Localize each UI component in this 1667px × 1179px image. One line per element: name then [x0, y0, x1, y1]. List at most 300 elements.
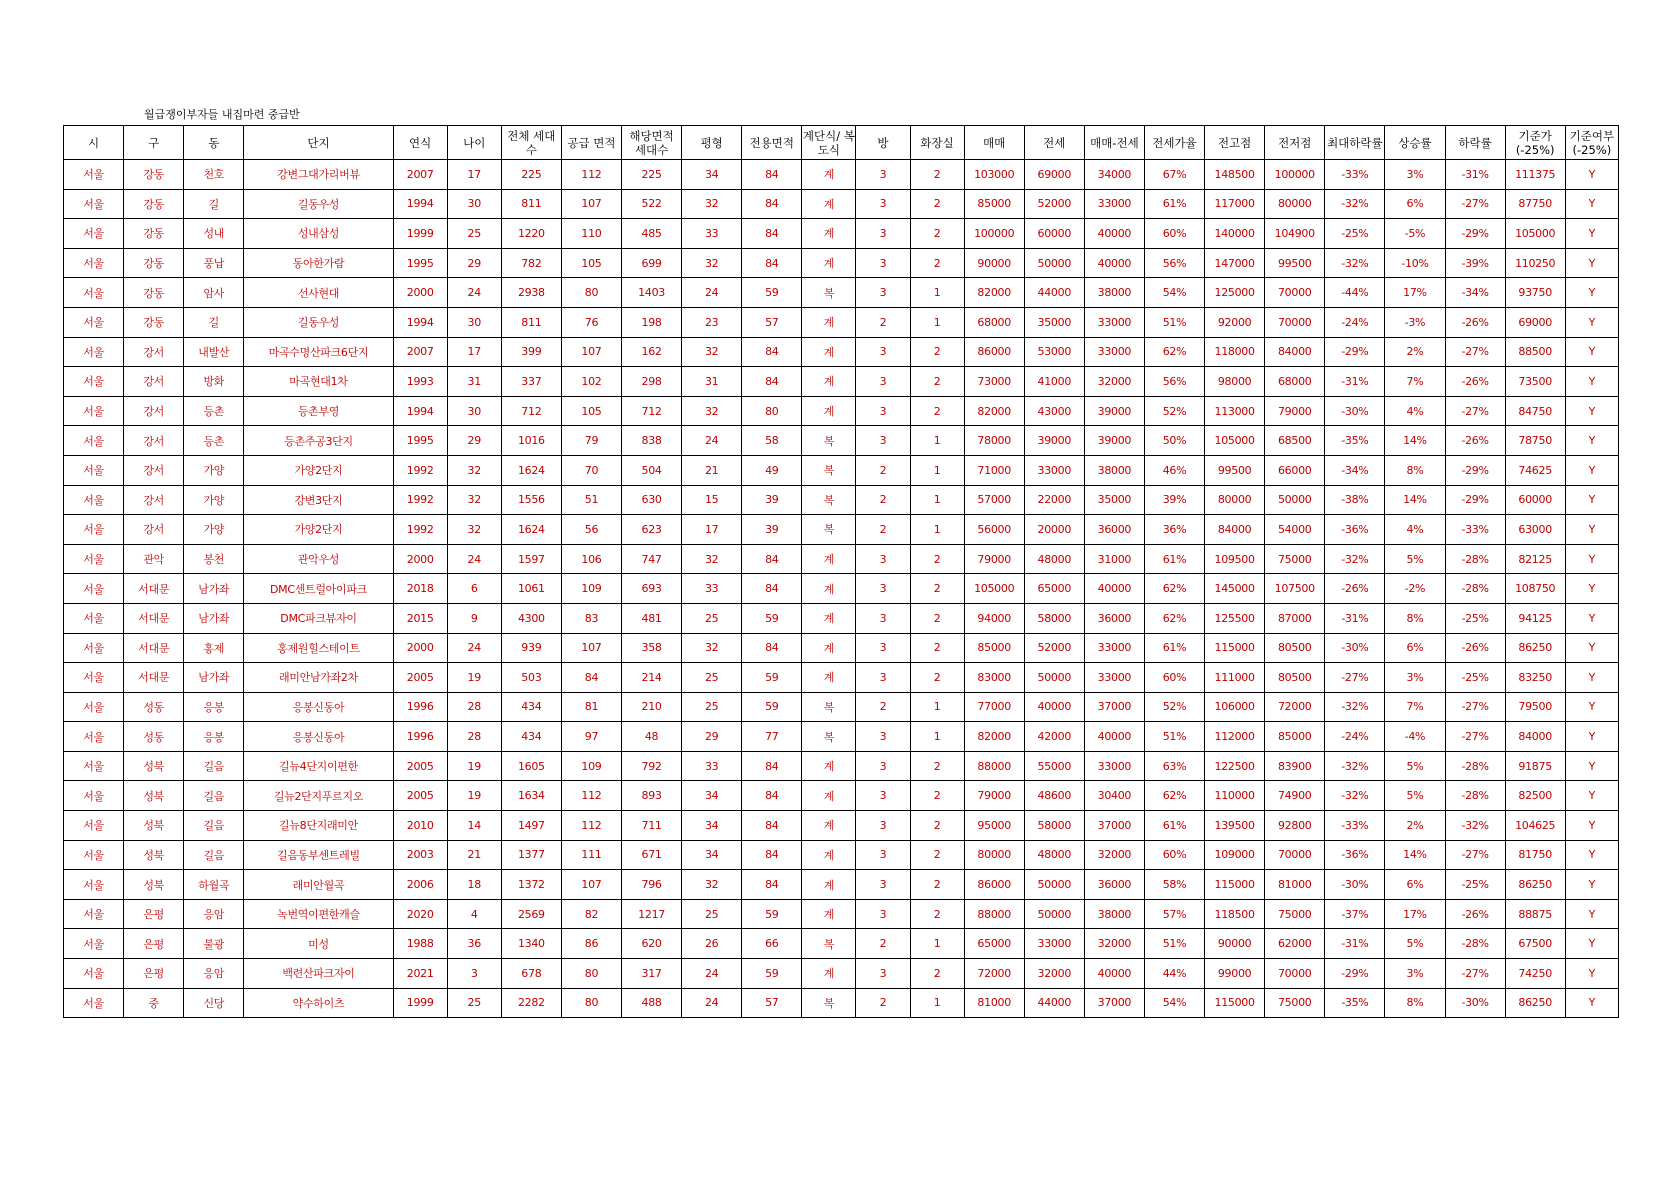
table-cell: 84 [742, 248, 802, 278]
table-cell: 25 [682, 899, 742, 929]
table-cell: 52% [1144, 396, 1204, 426]
table-cell: 31000 [1084, 544, 1144, 574]
table-cell: 118000 [1205, 337, 1265, 367]
table-cell: 81750 [1505, 840, 1565, 870]
table-cell: 86000 [964, 337, 1024, 367]
table-cell: 317 [622, 959, 682, 989]
table-cell: 225 [622, 160, 682, 190]
table-cell: 15 [682, 485, 742, 515]
table-cell: 48000 [1024, 544, 1084, 574]
table-cell: 81000 [1265, 870, 1325, 900]
table-cell: 9 [447, 603, 501, 633]
table-row [64, 248, 1619, 278]
table-cell: 62% [1144, 603, 1204, 633]
table-cell: 길 [184, 307, 244, 337]
table-cell: 가양 [184, 485, 244, 515]
table-cell: 630 [622, 485, 682, 515]
table-cell: -32% [1325, 692, 1385, 722]
table-row [64, 189, 1619, 219]
table-cell: 서대문 [124, 574, 184, 604]
table-row [64, 603, 1619, 633]
table-cell: 57000 [964, 485, 1024, 515]
table-cell: 69000 [1024, 160, 1084, 190]
table-cell: 92800 [1265, 811, 1325, 841]
column-header: 구 [124, 126, 184, 160]
table-cell: 강서 [124, 485, 184, 515]
table-cell: Y [1565, 633, 1618, 663]
table-cell: 31 [447, 367, 501, 397]
table-cell: 계 [802, 840, 856, 870]
column-header: 단지 [244, 126, 393, 160]
table-cell: 6% [1385, 189, 1445, 219]
table-cell: 36 [447, 929, 501, 959]
table-cell: 214 [622, 663, 682, 693]
table-cell: 94000 [964, 603, 1024, 633]
table-cell: 84 [742, 189, 802, 219]
table-cell: 1996 [393, 722, 447, 752]
table-cell: Y [1565, 751, 1618, 781]
table-cell: 2005 [393, 751, 447, 781]
table-cell: 33000 [1084, 307, 1144, 337]
table-cell: 계 [802, 811, 856, 841]
table-cell: 50% [1144, 426, 1204, 456]
table-cell: 1220 [501, 219, 561, 249]
table-cell: 84 [742, 870, 802, 900]
table-cell: 49 [742, 455, 802, 485]
table-cell: 2 [856, 929, 910, 959]
table-cell: 하월곡 [184, 870, 244, 900]
table-cell: 70000 [1265, 278, 1325, 308]
table-cell: 93750 [1505, 278, 1565, 308]
table-cell: 112 [561, 811, 621, 841]
table-cell: 서울 [64, 811, 124, 841]
table-cell: Y [1565, 722, 1618, 752]
table-cell: 4% [1385, 396, 1445, 426]
table-cell: -28% [1445, 751, 1505, 781]
table-cell: 811 [501, 189, 561, 219]
table-cell: 1999 [393, 988, 447, 1018]
table-cell: 복 [802, 485, 856, 515]
table-cell: -30% [1325, 633, 1385, 663]
table-cell: 서울 [64, 219, 124, 249]
table-cell: 112 [561, 781, 621, 811]
table-cell: 3 [856, 663, 910, 693]
table-cell: 838 [622, 426, 682, 456]
column-header: 매매 [964, 126, 1024, 160]
table-cell: 107 [561, 633, 621, 663]
table-cell: 서울 [64, 278, 124, 308]
table-cell: 25 [682, 663, 742, 693]
table-cell: 1497 [501, 811, 561, 841]
table-cell: 88000 [964, 899, 1024, 929]
table-cell: 2005 [393, 663, 447, 693]
table-cell: 782 [501, 248, 561, 278]
table-cell: 1 [910, 278, 964, 308]
table-row [64, 811, 1619, 841]
table-cell: 110000 [1205, 781, 1265, 811]
table-cell: 24 [447, 633, 501, 663]
table-cell: Y [1565, 544, 1618, 574]
table-cell: 80000 [1205, 485, 1265, 515]
table-cell: 69000 [1505, 307, 1565, 337]
table-cell: 140000 [1205, 219, 1265, 249]
table-cell: 58% [1144, 870, 1204, 900]
table-cell: 30 [447, 307, 501, 337]
table-cell: 3 [856, 781, 910, 811]
table-cell: 51% [1144, 722, 1204, 752]
table-cell: 68000 [1265, 367, 1325, 397]
table-cell: 계 [802, 248, 856, 278]
table-cell: 110250 [1505, 248, 1565, 278]
column-header: 계단식/ 복도식 [802, 126, 856, 160]
table-cell: 75000 [1265, 544, 1325, 574]
table-cell: 37000 [1084, 988, 1144, 1018]
table-cell: 32 [682, 544, 742, 574]
table-cell: 1995 [393, 248, 447, 278]
table-cell: 78750 [1505, 426, 1565, 456]
table-cell: 3% [1385, 663, 1445, 693]
table-cell: Y [1565, 160, 1618, 190]
table-cell: 복 [802, 515, 856, 545]
table-cell: 893 [622, 781, 682, 811]
table-cell: 32 [682, 189, 742, 219]
table-cell: 8% [1385, 988, 1445, 1018]
table-cell: 61% [1144, 633, 1204, 663]
table-cell: -3% [1385, 307, 1445, 337]
table-cell: 등촌 [184, 396, 244, 426]
table-cell: -35% [1325, 988, 1385, 1018]
table-cell: 107500 [1265, 574, 1325, 604]
table-cell: Y [1565, 219, 1618, 249]
table-cell: 서울 [64, 603, 124, 633]
table-cell: 7% [1385, 367, 1445, 397]
table-cell: 109 [561, 574, 621, 604]
table-cell: 77000 [964, 692, 1024, 722]
table-cell: 82500 [1505, 781, 1565, 811]
table-cell: 계 [802, 160, 856, 190]
table-cell: 천호 [184, 160, 244, 190]
table-cell: 57% [1144, 899, 1204, 929]
table-cell: -4% [1385, 722, 1445, 752]
table-cell: 성내삼성 [244, 219, 393, 249]
table-cell: 은평 [124, 959, 184, 989]
table-cell: 24 [682, 988, 742, 1018]
table-cell: 1 [910, 426, 964, 456]
table-cell: 1 [910, 485, 964, 515]
table-cell: 내발산 [184, 337, 244, 367]
table-row [64, 751, 1619, 781]
table-row [64, 160, 1619, 190]
table-cell: 14 [447, 811, 501, 841]
table-cell: 97 [561, 722, 621, 752]
table-cell: 434 [501, 692, 561, 722]
table-cell: -36% [1325, 515, 1385, 545]
table-cell: 길동우성 [244, 189, 393, 219]
table-cell: 83 [561, 603, 621, 633]
table-cell: 118500 [1205, 899, 1265, 929]
column-header: 전고점 [1205, 126, 1265, 160]
table-cell: 112000 [1205, 722, 1265, 752]
table-cell: 33000 [1084, 337, 1144, 367]
table-cell: -32% [1325, 189, 1385, 219]
table-cell: 29 [447, 248, 501, 278]
table-cell: -27% [1445, 337, 1505, 367]
table-cell: 21 [682, 455, 742, 485]
table-cell: 23 [682, 307, 742, 337]
table-cell: 60% [1144, 840, 1204, 870]
table-cell: 34 [682, 160, 742, 190]
table-cell: 81 [561, 692, 621, 722]
table-cell: Y [1565, 929, 1618, 959]
table-cell: -31% [1445, 160, 1505, 190]
table-cell: 86000 [964, 870, 1024, 900]
table-cell: 60% [1144, 663, 1204, 693]
table-row [64, 988, 1619, 1018]
table-cell: Y [1565, 189, 1618, 219]
table-cell: 성북 [124, 751, 184, 781]
table-cell: 방화 [184, 367, 244, 397]
table-cell: 3 [856, 574, 910, 604]
table-cell: 3 [856, 959, 910, 989]
table-cell: 747 [622, 544, 682, 574]
table-cell: -31% [1325, 929, 1385, 959]
table-cell: -29% [1445, 219, 1505, 249]
table-cell: 66000 [1265, 455, 1325, 485]
table-cell: -27% [1325, 663, 1385, 693]
table-cell: 59 [742, 899, 802, 929]
table-cell: 66 [742, 929, 802, 959]
table-cell: -26% [1445, 367, 1505, 397]
table-cell: 88500 [1505, 337, 1565, 367]
table-cell: 백련산파크자이 [244, 959, 393, 989]
table-cell: 84 [742, 840, 802, 870]
table-cell: 358 [622, 633, 682, 663]
table-cell: 1016 [501, 426, 561, 456]
table-cell: 성북 [124, 811, 184, 841]
table-cell: 70000 [1265, 959, 1325, 989]
table-cell: 2 [910, 751, 964, 781]
table-cell: 52000 [1024, 633, 1084, 663]
table-row [64, 337, 1619, 367]
table-cell: -30% [1325, 396, 1385, 426]
table-cell: 54% [1144, 988, 1204, 1018]
table-cell: 1340 [501, 929, 561, 959]
table-cell: 2 [910, 899, 964, 929]
table-cell: 58000 [1024, 811, 1084, 841]
table-cell: 1996 [393, 692, 447, 722]
table-cell: Y [1565, 692, 1618, 722]
table-cell: 40000 [1084, 722, 1144, 752]
table-cell: 1994 [393, 307, 447, 337]
table-cell: 2000 [393, 544, 447, 574]
table-cell: 52% [1144, 692, 1204, 722]
table-cell: 3% [1385, 959, 1445, 989]
table-cell: 2 [910, 811, 964, 841]
table-cell: 107 [561, 337, 621, 367]
table-cell: -2% [1385, 574, 1445, 604]
table-cell: 3 [856, 751, 910, 781]
table-cell: 32 [447, 515, 501, 545]
table-cell: 225 [501, 160, 561, 190]
table-cell: 125000 [1205, 278, 1265, 308]
table-cell: 32000 [1084, 367, 1144, 397]
table-cell: 1 [910, 515, 964, 545]
table-cell: 62000 [1265, 929, 1325, 959]
table-cell: 가양2단지 [244, 515, 393, 545]
table-cell: 50000 [1265, 485, 1325, 515]
column-header: 연식 [393, 126, 447, 160]
table-cell: -26% [1325, 574, 1385, 604]
table-cell: 48 [622, 722, 682, 752]
table-cell: 84 [742, 574, 802, 604]
table-cell: -31% [1325, 367, 1385, 397]
table-cell: 33 [682, 219, 742, 249]
table-cell: 44% [1144, 959, 1204, 989]
table-cell: 29 [682, 722, 742, 752]
table-cell: 68000 [964, 307, 1024, 337]
table-cell: 서울 [64, 840, 124, 870]
table-cell: 99000 [1205, 959, 1265, 989]
table-cell: 105000 [964, 574, 1024, 604]
table-cell: 100000 [964, 219, 1024, 249]
table-cell: 계 [802, 870, 856, 900]
table-cell: 1994 [393, 396, 447, 426]
column-header: 평형 [682, 126, 742, 160]
table-cell: 2 [856, 692, 910, 722]
table-cell: 3 [856, 426, 910, 456]
table-cell: 남가좌 [184, 663, 244, 693]
table-cell: 복 [802, 278, 856, 308]
table-cell: 30 [447, 189, 501, 219]
table-cell: 4300 [501, 603, 561, 633]
table-cell: -27% [1445, 189, 1505, 219]
table-cell: -25% [1445, 603, 1505, 633]
table-cell: 3 [856, 603, 910, 633]
column-header: 전용면적 [742, 126, 802, 160]
table-cell: 198 [622, 307, 682, 337]
apartment-table [63, 125, 1619, 1018]
table-row [64, 307, 1619, 337]
table-cell: 38000 [1084, 455, 1144, 485]
table-cell: 162 [622, 337, 682, 367]
table-row [64, 219, 1619, 249]
table-cell: -29% [1445, 455, 1505, 485]
table-cell: 1 [910, 722, 964, 752]
table-cell: 서울 [64, 929, 124, 959]
table-cell: -24% [1325, 722, 1385, 752]
table-cell: 성북 [124, 840, 184, 870]
table-cell: 32 [682, 396, 742, 426]
table-cell: 성내 [184, 219, 244, 249]
table-cell: 1 [910, 929, 964, 959]
table-cell: Y [1565, 988, 1618, 1018]
table-cell: 3 [856, 396, 910, 426]
table-cell: 56000 [964, 515, 1024, 545]
table-cell: -10% [1385, 248, 1445, 278]
table-cell: 2000 [393, 278, 447, 308]
table-cell: 56% [1144, 248, 1204, 278]
table-cell: 계 [802, 396, 856, 426]
table-cell: 2 [910, 337, 964, 367]
table-cell: 80 [561, 988, 621, 1018]
table-cell: 복 [802, 426, 856, 456]
table-cell: Y [1565, 574, 1618, 604]
table-cell: 74900 [1265, 781, 1325, 811]
table-cell: 78000 [964, 426, 1024, 456]
table-cell: 32 [682, 248, 742, 278]
table-cell: 등촌 [184, 426, 244, 456]
table-cell: 남가좌 [184, 603, 244, 633]
table-cell: 2 [856, 485, 910, 515]
table-cell: 길 [184, 189, 244, 219]
table-cell: 105 [561, 248, 621, 278]
table-cell: 147000 [1205, 248, 1265, 278]
table-cell: -30% [1325, 870, 1385, 900]
table-row [64, 544, 1619, 574]
column-header: 시 [64, 126, 124, 160]
table-cell: 1217 [622, 899, 682, 929]
table-cell: 길뉴2단지푸르지오 [244, 781, 393, 811]
table-cell: 33000 [1084, 751, 1144, 781]
table-cell: 1061 [501, 574, 561, 604]
table-cell: 84 [742, 219, 802, 249]
table-cell: 14% [1385, 426, 1445, 456]
table-cell: 25 [447, 988, 501, 1018]
table-cell: 2007 [393, 337, 447, 367]
table-cell: 63000 [1505, 515, 1565, 545]
table-cell: 35000 [1084, 485, 1144, 515]
table-cell: 83250 [1505, 663, 1565, 693]
table-cell: 678 [501, 959, 561, 989]
table-cell: 712 [622, 396, 682, 426]
table-cell: 계 [802, 544, 856, 574]
table-cell: 50000 [1024, 663, 1084, 693]
table-cell: 50000 [1024, 899, 1084, 929]
table-cell: 86250 [1505, 988, 1565, 1018]
table-cell: 39 [742, 485, 802, 515]
table-cell: 65000 [964, 929, 1024, 959]
table-cell: Y [1565, 396, 1618, 426]
table-cell: 3 [856, 219, 910, 249]
table-cell: Y [1565, 426, 1618, 456]
table-cell: 76 [561, 307, 621, 337]
table-cell: 25 [447, 219, 501, 249]
table-cell: 성북 [124, 870, 184, 900]
table-cell: 4 [447, 899, 501, 929]
table-cell: 87750 [1505, 189, 1565, 219]
table-cell: 1988 [393, 929, 447, 959]
table-cell: 2 [910, 544, 964, 574]
table-cell: 84 [742, 781, 802, 811]
table-cell: 67% [1144, 160, 1204, 190]
table-cell: 59 [742, 278, 802, 308]
table-cell: 70 [561, 455, 621, 485]
table-cell: 39000 [1024, 426, 1084, 456]
table-cell: 서울 [64, 751, 124, 781]
table-cell: 2 [910, 959, 964, 989]
column-header: 전세 [1024, 126, 1084, 160]
table-row [64, 663, 1619, 693]
table-cell: 33000 [1084, 633, 1144, 663]
table-cell: 2 [910, 574, 964, 604]
table-row [64, 840, 1619, 870]
table-cell: 51% [1144, 929, 1204, 959]
table-cell: 88000 [964, 751, 1024, 781]
table-cell: 1556 [501, 485, 561, 515]
table-cell: 105 [561, 396, 621, 426]
table-body [64, 160, 1619, 1018]
table-cell: 71000 [964, 455, 1024, 485]
